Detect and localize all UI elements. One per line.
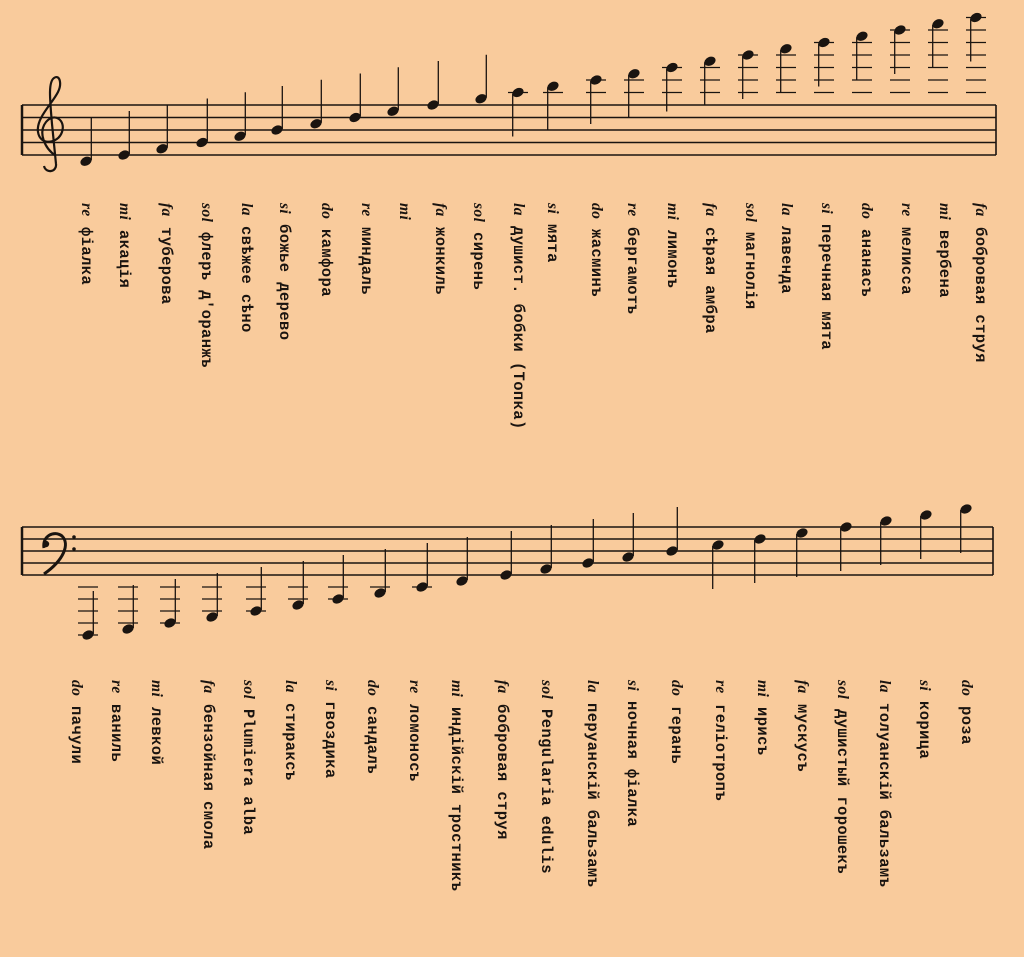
scent-name: ананасъ xyxy=(857,229,875,298)
solfege-syllable: la xyxy=(876,680,893,693)
solfege-syllable: do xyxy=(958,680,975,697)
note xyxy=(852,30,872,93)
solfege-syllable: mi xyxy=(396,203,413,221)
solfege-syllable: re xyxy=(108,680,125,694)
top-label xyxy=(586,203,606,297)
bottom-label xyxy=(362,680,382,774)
solfege-syllable: do xyxy=(668,680,685,697)
solfege-syllable: do xyxy=(318,203,335,220)
note xyxy=(195,99,209,149)
bottom-label xyxy=(874,680,894,887)
solfege-syllable: si xyxy=(624,680,641,692)
scent-name: миндаль xyxy=(357,226,375,295)
bottom-label xyxy=(146,680,166,765)
note xyxy=(386,67,400,117)
top-label xyxy=(156,203,176,304)
scent-name: лимонъ xyxy=(663,230,681,289)
solfege-syllable: mi xyxy=(754,680,771,698)
solfege-syllable: do xyxy=(588,203,605,220)
note xyxy=(879,515,893,565)
bottom-label xyxy=(752,680,772,756)
top-label xyxy=(934,203,954,298)
solfege-syllable: si xyxy=(544,203,561,215)
top-label xyxy=(896,203,916,295)
scent-name: бензойная смола xyxy=(199,703,217,850)
scent-name: лавенда xyxy=(777,225,795,294)
bottom-label xyxy=(666,680,686,765)
note xyxy=(348,74,362,124)
scent-name: ваниль xyxy=(107,703,125,762)
scent-name: душистый горошекъ xyxy=(833,709,851,875)
note xyxy=(738,49,758,99)
scent-name: мелисса xyxy=(897,226,915,295)
note xyxy=(662,61,682,111)
solfege-syllable: re xyxy=(358,203,375,217)
bottom-label xyxy=(404,680,424,781)
top-label xyxy=(76,203,96,285)
note xyxy=(624,67,644,117)
scent-name: душист. бобки (Топка) xyxy=(509,225,527,430)
solfege-syllable: fa xyxy=(494,680,511,694)
top-label xyxy=(970,203,990,363)
note xyxy=(118,585,138,635)
note xyxy=(890,24,910,93)
bottom-label xyxy=(622,680,642,827)
solfege-syllable: si xyxy=(916,680,933,692)
scent-name: мята xyxy=(543,224,561,263)
scent-name: ирисъ xyxy=(753,707,771,756)
scent-name: геліотропъ xyxy=(711,703,729,801)
solfege-syllable: la xyxy=(282,680,299,693)
note xyxy=(474,55,488,105)
solfege-syllable: la xyxy=(778,203,795,216)
scent-name: камфора xyxy=(317,229,335,298)
note xyxy=(795,527,809,577)
scent-name: бобровая струя xyxy=(971,226,989,363)
scent-name: левкой xyxy=(147,707,165,766)
solfege-syllable: si xyxy=(322,680,339,692)
solfege-syllable: fa xyxy=(432,203,449,217)
scent-name: сѣрая амбра xyxy=(701,226,719,334)
scent-name: бобровая струя xyxy=(493,703,511,840)
bottom-label xyxy=(238,680,258,835)
note xyxy=(776,42,796,92)
solfege-syllable: si xyxy=(818,203,835,215)
scent-name: роза xyxy=(957,706,975,746)
scent-name: корица xyxy=(915,701,933,760)
note xyxy=(700,55,720,105)
note xyxy=(586,74,606,124)
note xyxy=(508,86,528,136)
scent-name: сирень xyxy=(469,232,487,291)
solfege-syllable: re xyxy=(406,680,423,694)
top-label xyxy=(542,203,562,263)
top-label xyxy=(394,203,414,230)
note xyxy=(665,507,679,557)
treble-clef-icon xyxy=(38,77,63,171)
note xyxy=(621,513,635,563)
scent-name: ломоносъ xyxy=(405,703,423,782)
solfege-syllable: sol xyxy=(538,680,555,700)
note xyxy=(270,86,284,136)
scent-name: божье дерево xyxy=(275,224,293,341)
scent-name: толуанскій бальзамъ xyxy=(875,702,893,888)
scent-name: пачули xyxy=(67,706,85,765)
scent-name: акація xyxy=(115,230,133,289)
solfege-syllable: si xyxy=(276,203,293,215)
treble-staff xyxy=(22,11,996,171)
note xyxy=(288,561,308,611)
scent-name: индійскій тростникъ xyxy=(447,707,465,892)
top-label xyxy=(430,203,450,295)
bottom-label xyxy=(198,680,218,849)
solfege-syllable: re xyxy=(624,203,641,217)
bottom-label xyxy=(914,680,934,759)
bottom-label xyxy=(710,680,730,801)
top-label xyxy=(662,203,682,288)
scent-name: перуанскій бальзамъ xyxy=(583,702,601,888)
solfege-syllable: sol xyxy=(240,680,257,700)
note xyxy=(370,549,390,599)
top-label xyxy=(740,203,760,310)
bottom-label xyxy=(320,680,340,779)
scent-name: фіалка xyxy=(77,226,95,285)
top-label xyxy=(114,203,134,288)
top-label xyxy=(622,203,642,314)
note xyxy=(966,11,986,92)
solfege-syllable: re xyxy=(78,203,95,217)
scent-name: ночная фіалка xyxy=(623,701,641,828)
bass-staff xyxy=(22,503,993,642)
solfege-syllable: fa xyxy=(702,203,719,217)
solfege-syllable: la xyxy=(238,203,255,216)
bottom-label xyxy=(536,680,556,874)
note xyxy=(202,573,222,623)
top-label xyxy=(316,203,336,297)
scent-name: жасминъ xyxy=(587,229,605,298)
solfege-syllable: sol xyxy=(742,203,759,223)
solfege-syllable: fa xyxy=(794,680,811,694)
bottom-label xyxy=(446,680,466,892)
note xyxy=(426,61,440,111)
solfege-syllable: do xyxy=(364,680,381,697)
scent-name: бергамотъ xyxy=(623,226,641,315)
scent-name: жонкиль xyxy=(431,226,449,295)
bottom-label xyxy=(956,680,976,745)
top-label xyxy=(196,203,216,368)
solfege-syllable: mi xyxy=(936,203,953,221)
note xyxy=(814,36,834,92)
bottom-label xyxy=(792,680,812,772)
scent-name: флеръ д'оранжъ xyxy=(197,232,215,369)
scent-name: перечная мята xyxy=(817,224,835,351)
top-label xyxy=(356,203,376,295)
scent-name: стираксъ xyxy=(281,702,299,781)
note xyxy=(959,503,973,553)
solfege-syllable: mi xyxy=(148,680,165,698)
solfege-syllable: fa xyxy=(200,680,217,694)
solfege-syllable: re xyxy=(898,203,915,217)
solfege-syllable: fa xyxy=(972,203,989,217)
top-label xyxy=(508,203,528,430)
note xyxy=(117,111,131,161)
top-label xyxy=(700,203,720,333)
bottom-label xyxy=(280,680,300,780)
note xyxy=(711,539,725,589)
solfege-syllable: re xyxy=(712,680,729,694)
solfege-syllable: do xyxy=(68,680,85,697)
bottom-label xyxy=(106,680,126,762)
note xyxy=(78,587,98,641)
solfege-syllable: do xyxy=(858,203,875,220)
bottom-label xyxy=(582,680,602,887)
top-label xyxy=(776,203,796,294)
solfege-syllable: sol xyxy=(470,203,487,223)
bottom-label xyxy=(832,680,852,874)
solfege-syllable: fa xyxy=(158,203,175,217)
scent-name: вербена xyxy=(935,230,953,299)
scent-name: Pengularia edulis xyxy=(537,709,555,875)
solfege-syllable: la xyxy=(584,680,601,693)
scent-name: туберова xyxy=(157,226,175,305)
scent-name: магнолія xyxy=(741,232,759,310)
bottom-label xyxy=(66,680,86,765)
scent-name: сандалъ xyxy=(363,706,381,775)
solfege-syllable: mi xyxy=(116,203,133,221)
scent-name: Plumiera alba xyxy=(239,709,257,836)
solfege-syllable: sol xyxy=(834,680,851,700)
solfege-syllable: mi xyxy=(448,680,465,698)
top-label xyxy=(274,203,294,341)
top-label xyxy=(236,203,256,333)
solfege-syllable: la xyxy=(510,203,527,216)
top-label xyxy=(468,203,488,291)
scent-name: свѣжее сѣно xyxy=(237,225,255,333)
bottom-label xyxy=(492,680,512,840)
top-label xyxy=(856,203,876,297)
note xyxy=(928,17,948,92)
note xyxy=(160,579,180,629)
top-label xyxy=(816,203,836,350)
scent-name: гвоздика xyxy=(321,701,339,779)
solfege-syllable: sol xyxy=(198,203,215,223)
note xyxy=(539,525,553,575)
solfege-syllable: mi xyxy=(664,203,681,221)
scent-name: герань xyxy=(667,706,685,765)
note xyxy=(455,537,469,587)
scent-name: мускусъ xyxy=(793,703,811,772)
